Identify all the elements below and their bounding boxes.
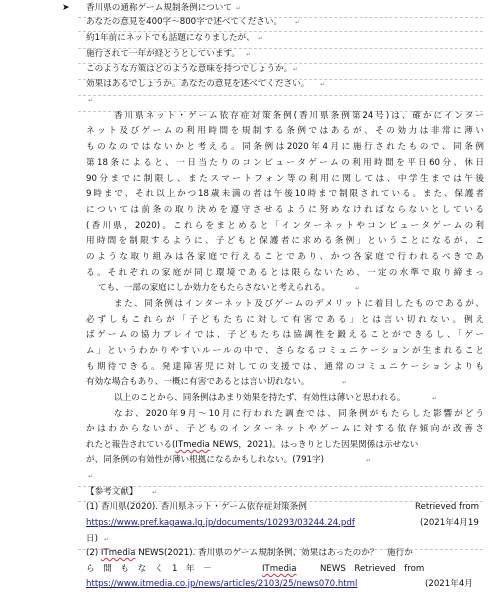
question-text: 香川県の通称ゲーム規制条例について xyxy=(86,3,232,13)
essay-line: が、同条例の有効性が薄い根拠になるかもしれない。(791字) ↵ xyxy=(0,452,500,468)
question-text: 施行されて一年が経とうとしています。 xyxy=(86,49,241,59)
question-text: 約1年前にネットでも話題になりましたが、 xyxy=(86,33,255,43)
essay-line: 90分までに制限し、またスマートフォン等の利用に関しては、中学生までは午後 xyxy=(86,174,484,184)
references-heading-line xyxy=(0,484,500,500)
reference-item: (2) ITmedia NEWS(2021). 香川県のゲーム規制条例、効果はあったのか？ 施行か xyxy=(86,548,413,558)
paragraph-mark-icon: ↵ xyxy=(88,473,94,480)
reference-item: https://www.pref.kagawa.lg.jp/documents/10293/03244.24.pdf (2021年4月19 xyxy=(0,515,500,531)
paragraph-mark-icon: ↵ xyxy=(366,457,372,464)
essay-line: のような取り組みは各家庭で行えることであり、かつ各家庭で行われるべきであ xyxy=(86,252,484,262)
reference-item: https://www.itmedia.co.jp/news/articles/2103/25/news070.html (2021年4月 xyxy=(0,576,500,592)
reference-item: ら 間 も な く 1 年 － ITmedia NEWS Retrieved from xyxy=(0,561,500,577)
paragraph-mark-icon: ↵ xyxy=(258,35,264,42)
paragraph-mark-icon: ↵ xyxy=(104,536,110,543)
essay-line: ばゲームの協力プレイでは、子どもたちは協調性を鍛えることができるし、「ゲー xyxy=(86,330,484,340)
essay-line: 有効な場合もあり、一概に有害であるとは言い切れない。 ↵ xyxy=(0,374,500,390)
essay-line: 必ずしもこれらが「子どもたちに対して有害である」とは言い切れない。例え xyxy=(86,315,484,325)
essay-line: 9時まで、それ以上かつ18歳未満の者は午後10時まで制限されている。また、保護者 xyxy=(86,189,484,199)
question-line-2 xyxy=(0,14,500,30)
question-line-6 xyxy=(0,76,500,92)
spellcheck-word: ITmedia xyxy=(262,564,297,574)
essay-line: ものなのではないかと考える。同条例は2020年4月に施行されたもので、同条例 xyxy=(86,142,484,152)
question-text: あなたの意見を400字～800字で述べてください。 xyxy=(86,17,283,27)
essay-line: 用時間を制限するように、子どもと保護者に求める条例」ということになるが、こ xyxy=(86,236,484,246)
essay-line: なお、2020年9月～10月に行われた調査では、同条例がもたらした影響がどう xyxy=(114,409,484,419)
paragraph-mark-icon: ↵ xyxy=(88,97,94,104)
reference-item: 日) ↵ xyxy=(0,531,500,547)
paragraph-mark-icon: ↵ xyxy=(246,51,252,58)
empty-line xyxy=(0,468,500,484)
reference-item: (1) 香川県(2020). 香川県ネット・ゲーム依存症対策条例 Retrieved from xyxy=(86,502,480,512)
question-line-4 xyxy=(0,46,500,62)
paragraph-mark-icon: ↵ xyxy=(355,285,361,292)
essay-line: 第18条によると、一日当たりのコンピュータゲームの利用時間を平日60分、休日 xyxy=(86,158,484,168)
essay-line: ネット及びゲームの利用時間を規制する条例ではあるが、その効力は非常に薄い xyxy=(86,126,484,136)
references-heading: 【参考文献】 xyxy=(86,487,138,497)
spellcheck-word: ITmedia xyxy=(175,440,210,450)
essay-line: については前条の取り決めを遵守させるように努めなければならないとしている xyxy=(86,205,484,215)
paragraph-mark-icon: ↵ xyxy=(295,19,301,26)
reference-link[interactable]: https://www.pref.kagawa.lg.jp/documents/10293/03244.24.pdf xyxy=(86,518,355,528)
question-text: このような方策はどのような意味を持つでしょうか。 xyxy=(86,64,293,74)
empty-line xyxy=(0,92,500,108)
essay-line: れたと報告されている(ITmedia NEWS，2021)。はっきりとした因果関係は示せない xyxy=(86,440,419,450)
essay-line: また、同条例はインターネット及びゲームのデメリットに着目したものであるが、 xyxy=(114,299,484,309)
essay-line: も期待できる。発達障害児に対しての支援では、通常のコミュニケーションよりも xyxy=(86,362,484,372)
paragraph-mark-icon: ↵ xyxy=(320,81,326,88)
reference-link[interactable]: https://www.itmedia.co.jp/news/articles/2103/25/news070.html xyxy=(86,579,358,589)
essay-line: ム」というわかりやすいルールの中で、さらなるコミュニケーションが生まれること xyxy=(86,346,484,356)
essay-line: 以上のことから、同条例はあまり効果を持たず、有効性は薄いと思われる。 ↵ xyxy=(0,390,500,406)
paragraph-mark-icon: ↵ xyxy=(293,66,299,73)
bullet-icon: ➤ xyxy=(62,3,70,13)
essay-line: (香川県，2020)。これらをまとめると「インターネットやコンピュータゲームの利 xyxy=(86,221,484,231)
essay-line: る。それぞれの家庭が同じ環境であるとは限らないため、一定の水準で取り締まっ xyxy=(86,268,484,278)
essay-line: 香川県ネット・ゲーム依存症対策条例(香川県条例第24号)は、確かにインター xyxy=(114,111,484,121)
spellcheck-word: ITmedia xyxy=(100,548,136,558)
paragraph-mark-icon: ↵ xyxy=(152,489,158,496)
essay-line: ても、一部の家庭にしか効力をもたらさないと考えられる。 ↵ xyxy=(0,280,500,296)
question-text: 効果はあるでしょうか。あなたの意見を述べてください。 xyxy=(86,79,310,89)
paragraph-mark-icon: ↵ xyxy=(236,5,242,12)
paragraph-mark-icon: ↵ xyxy=(432,395,438,402)
question-line-3 xyxy=(0,30,500,46)
question-line-5 xyxy=(0,61,500,77)
essay-line: かはわからないが、子どものインターネットやゲームに対する依存傾向が改善さ xyxy=(86,424,484,434)
paragraph-mark-icon: ↵ xyxy=(342,379,348,386)
